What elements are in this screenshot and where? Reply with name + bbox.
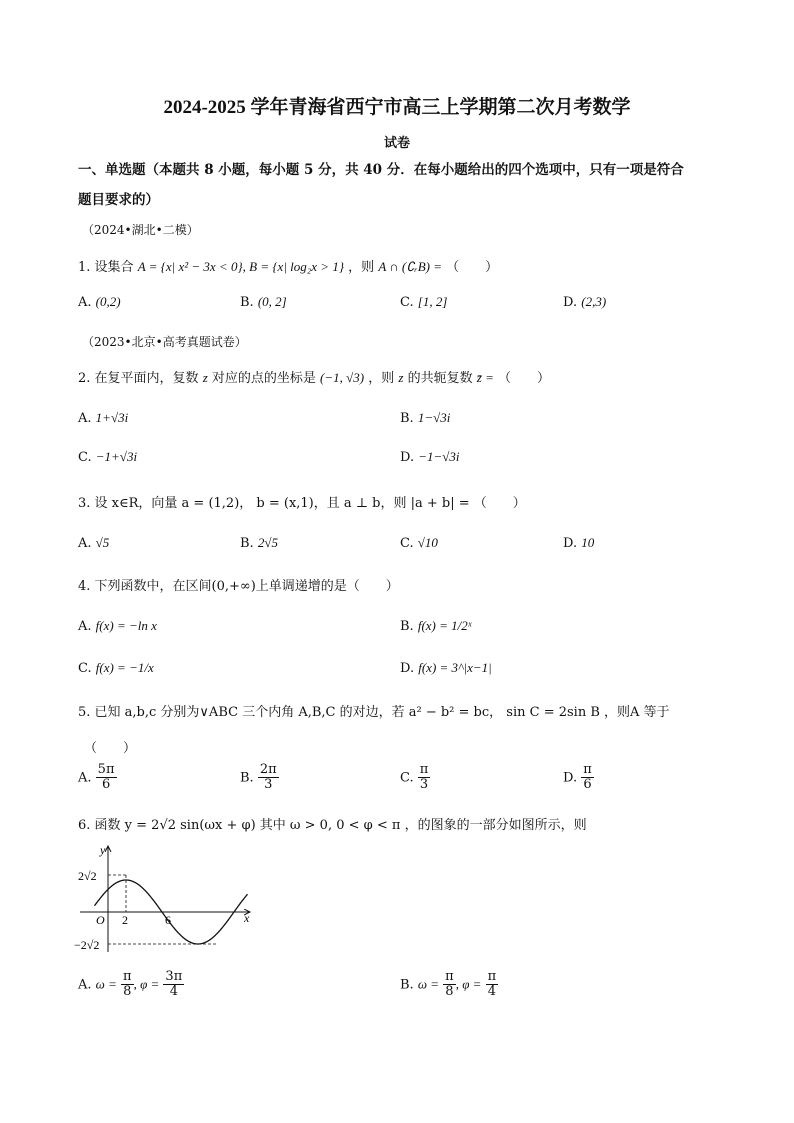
fraction-numerator: 3π	[165, 969, 183, 984]
answer-paren: （ ）	[446, 260, 499, 275]
question-stem-text: ，则	[348, 260, 375, 275]
option-fraction	[96, 763, 117, 793]
fraction-numerator: 2π	[259, 762, 277, 777]
fraction-numerator: π	[123, 969, 132, 984]
question-stem-math: (−1, √3)	[320, 370, 365, 385]
sine-graph	[72, 840, 262, 958]
option-label: B.	[400, 619, 414, 634]
option-label: B.	[240, 536, 254, 551]
option-c	[78, 660, 154, 676]
option-fraction	[581, 763, 594, 793]
option-c	[400, 294, 447, 310]
fraction-numerator: π	[445, 969, 454, 984]
option-a: A. ω = $\frac{\pi}{8}$ , φ = $\frac{3\pi}{4}$	[78, 969, 183, 1000]
option-label: A.	[78, 977, 92, 993]
fraction-denominator: 3	[264, 777, 273, 793]
option-d	[400, 660, 492, 676]
option-text: (0,2)	[95, 294, 121, 309]
option-label: B.	[240, 295, 254, 310]
option-text: −1−√3i	[418, 449, 460, 464]
option-label: A.	[78, 770, 92, 786]
y-axis-label: y	[100, 843, 106, 857]
option-c	[400, 535, 438, 551]
option-text: 1−√3i	[417, 410, 451, 425]
option-text: f(x) = −ln x	[95, 618, 157, 633]
option-label: C.	[78, 661, 92, 676]
option-b: B. ω = $\frac{\pi}{8}$ , φ = $\frac{\pi}{4}$	[400, 969, 497, 1000]
option-text: √10	[417, 535, 438, 550]
option-fraction	[443, 970, 456, 1000]
fraction-denominator: 8	[123, 984, 132, 1000]
fraction-denominator: 6	[101, 777, 111, 793]
option-text: −1+√3i	[95, 449, 138, 464]
question-stem-text: 对应的点的坐标是	[211, 371, 316, 386]
x-tick-label: 6	[165, 913, 171, 927]
question-source: （2024•湖北•二模）	[82, 223, 199, 237]
option-text: f(x) = 1/2ˣ	[417, 618, 472, 633]
option-a	[78, 618, 157, 634]
fraction-denominator: 3	[419, 777, 429, 793]
option-fraction	[418, 763, 431, 793]
fraction-numerator: π	[583, 762, 592, 777]
fraction-denominator: 8	[445, 984, 454, 1000]
option-d	[563, 763, 594, 793]
option-b	[400, 618, 471, 634]
y-max-label: 2√2	[78, 869, 97, 883]
question-3-stem: 3. 设 x∈R，向量 a = (1,2)， b = (x,1)，且 a ⊥ b，则 |a + b| = （ ）	[78, 496, 526, 511]
origin-label: O	[96, 913, 105, 927]
fraction-denominator: 4	[169, 984, 178, 1000]
fraction-denominator: 6	[583, 777, 592, 793]
variable-z: z	[398, 370, 404, 385]
option-label: A.	[78, 411, 92, 426]
option-text: √5	[95, 535, 110, 550]
question-4-stem: 4. 下列函数中，在区间(0,+∞)上单调递增的是（ ）	[78, 579, 399, 594]
option-a	[78, 763, 117, 793]
section-heading-cont: 题目要求的）	[78, 192, 159, 208]
question-stem-text: 2. 在复平面内，复数	[78, 371, 199, 386]
option-b	[240, 763, 279, 793]
option-text: f(x) = −1/x	[95, 660, 154, 675]
x-tick-label: 2	[122, 913, 128, 927]
option-label: A.	[78, 295, 92, 310]
question-stem-math: z̄ =	[476, 370, 494, 385]
question-stem-math: A ∩ (∁ᵣB) =	[378, 259, 443, 274]
option-text: f(x) = 3^|x−1|	[418, 660, 492, 675]
option-text: 10	[581, 535, 595, 550]
question-5-stem: 5. 已知 a,b,c 分别为∨ABC 三个内角 A,B,C 的对边，若 a² − b² = bc， sin C = 2sin B ，则A 等于	[78, 705, 670, 720]
x-axis-label: x	[244, 911, 250, 925]
option-b	[240, 535, 278, 551]
option-d	[563, 294, 606, 310]
option-b	[240, 294, 287, 310]
option-label: D.	[400, 450, 415, 465]
question-source: （2023•北京•高考真题试卷）	[82, 335, 247, 349]
question-6-stem: 6. 函数 y = 2√2 sin(ωx + φ) 其中 ω > 0, 0 < φ < π ，的图象的一部分如图所示，则	[78, 818, 587, 833]
option-d	[400, 449, 460, 465]
y-min-label: −2√2	[74, 938, 100, 952]
option-text: (0, 2]	[257, 294, 287, 309]
answer-paren: （ ）	[498, 371, 551, 386]
option-text: 2√5	[257, 535, 278, 550]
option-label: B.	[240, 770, 254, 786]
option-label: C.	[400, 770, 414, 786]
option-fraction	[258, 763, 279, 793]
question-stem-text: 1. 设集合	[78, 260, 134, 275]
option-d	[563, 535, 594, 551]
question-stem-text: ，则	[368, 371, 395, 386]
option-text: 1+√3i	[95, 410, 129, 425]
option-label: A.	[78, 536, 92, 551]
section-heading: 一、单选题（本题共 8 小题，每小题 5 分，共 40 分．在每小题给出的四个选项中，只有一项是符合	[78, 162, 684, 178]
option-label: D.	[400, 661, 415, 676]
option-text: (2,3)	[581, 294, 607, 309]
question-stem-text: 的共轭复数	[407, 371, 473, 386]
option-c	[78, 449, 137, 465]
question-stem-math: A = {x| x² − 3x < 0}, B = {x| log₂x > 1}	[137, 259, 345, 274]
option-fraction	[121, 970, 134, 1000]
option-a	[78, 294, 121, 310]
option-b	[400, 410, 450, 426]
option-text: [1, 2]	[417, 294, 448, 309]
option-label: C.	[400, 295, 414, 310]
variable-z: z	[202, 370, 208, 385]
option-label: D.	[563, 536, 578, 551]
option-label: B.	[400, 411, 414, 426]
fraction-numerator: 5π	[97, 762, 115, 777]
option-label: B.	[400, 977, 414, 993]
option-c	[400, 763, 430, 793]
option-fraction	[163, 970, 184, 1000]
fraction-denominator: 4	[487, 984, 496, 1000]
option-label: C.	[78, 450, 92, 465]
question-1-stem	[78, 256, 498, 275]
option-a	[78, 410, 128, 426]
fraction-numerator: π	[419, 762, 429, 777]
option-a	[78, 535, 109, 551]
question-2-stem	[78, 367, 550, 386]
page-subtitle: 试卷	[383, 136, 410, 151]
page-title: 2024-2025 学年青海省西宁市高三上学期第二次月考数学	[163, 97, 631, 118]
option-label: A.	[78, 619, 92, 634]
option-label: C.	[400, 536, 414, 551]
option-label: D.	[563, 295, 578, 310]
option-fraction	[486, 970, 499, 1000]
answer-paren: （ ）	[84, 741, 137, 756]
option-label: D.	[563, 770, 578, 786]
fraction-numerator: π	[487, 969, 497, 984]
